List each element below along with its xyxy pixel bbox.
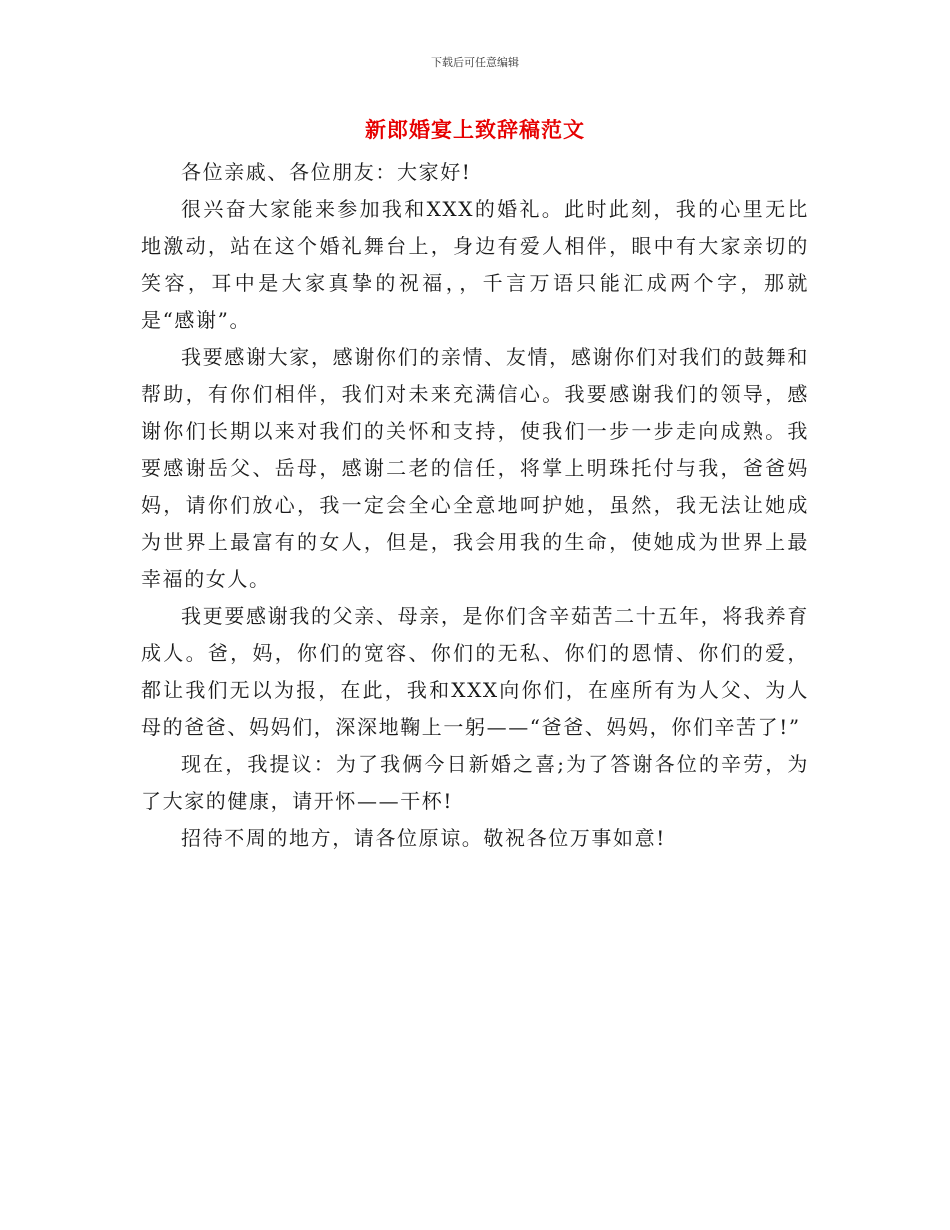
header-note: 下载后可任意编辑 [431, 56, 519, 69]
paragraph-greeting: 各位亲戚、各位朋友：大家好! [181, 160, 472, 184]
paragraph-toast: 现在，我提议：为了我俩今日新婚之喜;为了答谢各位的辛劳，为了大家的健康，请开怀——干杯! [141, 752, 809, 813]
paragraph-opening: 很兴奋大家能来参加我和XXX的婚礼。此时此刻，我的心里无比地激动，站在这个婚礼舞台上，身边有爱人相伴，眼中有大家亲切的笑容，耳中是大家真挚的祝福，，千言万语只能汇成两个字，那就是“感谢”。 [141, 197, 809, 332]
paragraph-thanks-all: 我要感谢大家，感谢你们的亲情、友情，感谢你们对我们的鼓舞和帮助，有你们相伴，我们对未来充满信心。我要感谢我们的领导，感谢你们长期以来对我们的关怀和支持，使我们一步一步走向成熟。我要感谢岳父、岳母，感谢二老的信任，将掌上明珠托付与我，爸爸妈妈，请你们放心，我一定会全心全意地呵护她，虽然，我无法让她成为世界上最富有的女人，但是，我会用我的生命，使她成为世界上最幸福的女人。 [141, 345, 809, 591]
document-title: 新郎婚宴上致辞稿范文 [365, 118, 585, 142]
document-body [141, 154, 809, 857]
paragraph-closing: 招待不周的地方，请各位原谅。敬祝各位万事如意! [181, 826, 666, 850]
paragraph-thanks-parents: 我更要感谢我的父亲、母亲，是你们含辛茹苦二十五年，将我养育成人。爸，妈，你们的宽容、你们的无私、你们的恩情、你们的爱，都让我们无以为报，在此，我和XXX向你们，在座所有为人父、为人母的爸爸、妈妈们，深深地鞠上一躬——“爸爸、妈妈，你们辛苦了!” [141, 604, 809, 739]
